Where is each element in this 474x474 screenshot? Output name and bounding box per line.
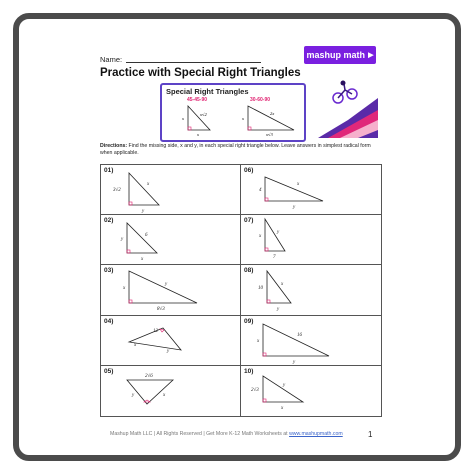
- footer-link[interactable]: www.mashupmath.com: [289, 431, 343, 437]
- triangle-06: [241, 165, 381, 215]
- label-x: x: [297, 181, 300, 187]
- footer: [110, 431, 343, 437]
- ref-t2-side-b: x√3: [266, 132, 273, 137]
- label-y: y: [277, 307, 280, 313]
- page-number: 1: [368, 430, 373, 439]
- label-2root6: 2√6: [145, 373, 153, 379]
- label-16: 16: [297, 332, 302, 338]
- label-y: y: [121, 237, 124, 243]
- reference-triangles: [162, 85, 304, 140]
- name-label: Name:: [100, 55, 123, 64]
- label-x: x: [134, 342, 137, 348]
- label-x: x: [281, 282, 284, 288]
- ref-30-60-90-label: 30-60-90: [250, 97, 271, 103]
- problem-02: [101, 215, 241, 265]
- problem-04: [101, 316, 241, 366]
- problem-03: [101, 265, 241, 315]
- triangle-07: [241, 215, 381, 265]
- problem-grid: [100, 164, 382, 417]
- label-y: y: [142, 208, 145, 214]
- label-y: y: [132, 392, 135, 398]
- label-x: x: [281, 405, 284, 411]
- label-x: x: [259, 234, 262, 240]
- triangle-05: [101, 366, 241, 416]
- bmx-rider-illustration: [318, 80, 378, 138]
- directions-label: Directions:: [100, 143, 128, 149]
- label-y: y: [165, 282, 168, 288]
- problem-number: 05): [104, 367, 114, 375]
- name-field[interactable]: [126, 62, 261, 63]
- page-title: Practice with Special Right Triangles: [100, 67, 301, 79]
- triangle-09: [241, 316, 381, 366]
- label-12: 12: [153, 328, 158, 334]
- problem-number: 06): [244, 167, 254, 174]
- triangle-03: [101, 265, 241, 315]
- ref-t2-side-a: x: [242, 116, 244, 121]
- label-6: 6: [145, 233, 148, 239]
- ref-t1-side-b: x: [197, 132, 199, 137]
- problem-number: 09): [244, 317, 254, 325]
- label-2root3: 2√3: [251, 387, 259, 393]
- label-x: x: [147, 181, 150, 187]
- label-y: y: [293, 359, 296, 365]
- problem-07: [241, 215, 381, 265]
- triangle-08: [241, 265, 381, 315]
- ref-t1-hyp: x√2: [200, 112, 207, 117]
- directions: [100, 143, 380, 157]
- play-icon: ▶: [368, 52, 374, 59]
- ref-45-45-90-label: 45-45-90: [187, 97, 208, 103]
- problem-01: [101, 165, 241, 215]
- mashup-math-logo: [304, 46, 376, 64]
- triangle-02: [101, 215, 241, 265]
- problem-number: 03): [104, 267, 114, 275]
- label-8root3: 8√3: [157, 307, 165, 313]
- problem-number: 02): [104, 217, 114, 225]
- label-y: y: [167, 348, 170, 354]
- problem-number: 01): [104, 167, 114, 174]
- label-x: x: [141, 257, 144, 263]
- problem-number: 07): [244, 217, 254, 225]
- problem-number: 10): [244, 367, 254, 375]
- footer-text: Mashup Math LLC | All Rights Reserved | Get More K-12 Math Worksheets at: [110, 431, 290, 437]
- reference-title: Special Right Triangles: [166, 87, 249, 96]
- label-3root2: 3√2: [113, 187, 121, 193]
- problem-10: [241, 366, 381, 416]
- special-triangles-reference: [160, 83, 306, 142]
- label-y: y: [293, 204, 296, 210]
- label-10: 10: [258, 286, 263, 292]
- label-x: x: [123, 286, 126, 292]
- triangle-04: [101, 316, 241, 366]
- label-x: x: [163, 392, 166, 398]
- label-y: y: [277, 230, 280, 236]
- label-7: 7: [273, 255, 276, 261]
- label-4: 4: [259, 187, 262, 193]
- problem-08: [241, 265, 381, 315]
- ref-t1-side-a: x: [182, 116, 184, 121]
- logo-text: mashup math: [306, 50, 366, 60]
- problem-number: 04): [104, 317, 114, 325]
- problem-09: [241, 316, 381, 366]
- label-y: y: [283, 382, 286, 388]
- problem-06: [241, 165, 381, 215]
- triangle-01: [101, 165, 241, 215]
- problem-05: [101, 366, 241, 416]
- triangle-10: [241, 366, 381, 416]
- ref-t2-hyp: 2x: [270, 111, 275, 116]
- directions-text: Find the missing side, x and y, in each special right triangle below. Leave answers in simplest radical form when applicable.: [100, 143, 371, 156]
- problem-number: 08): [244, 267, 254, 275]
- label-x: x: [257, 338, 260, 344]
